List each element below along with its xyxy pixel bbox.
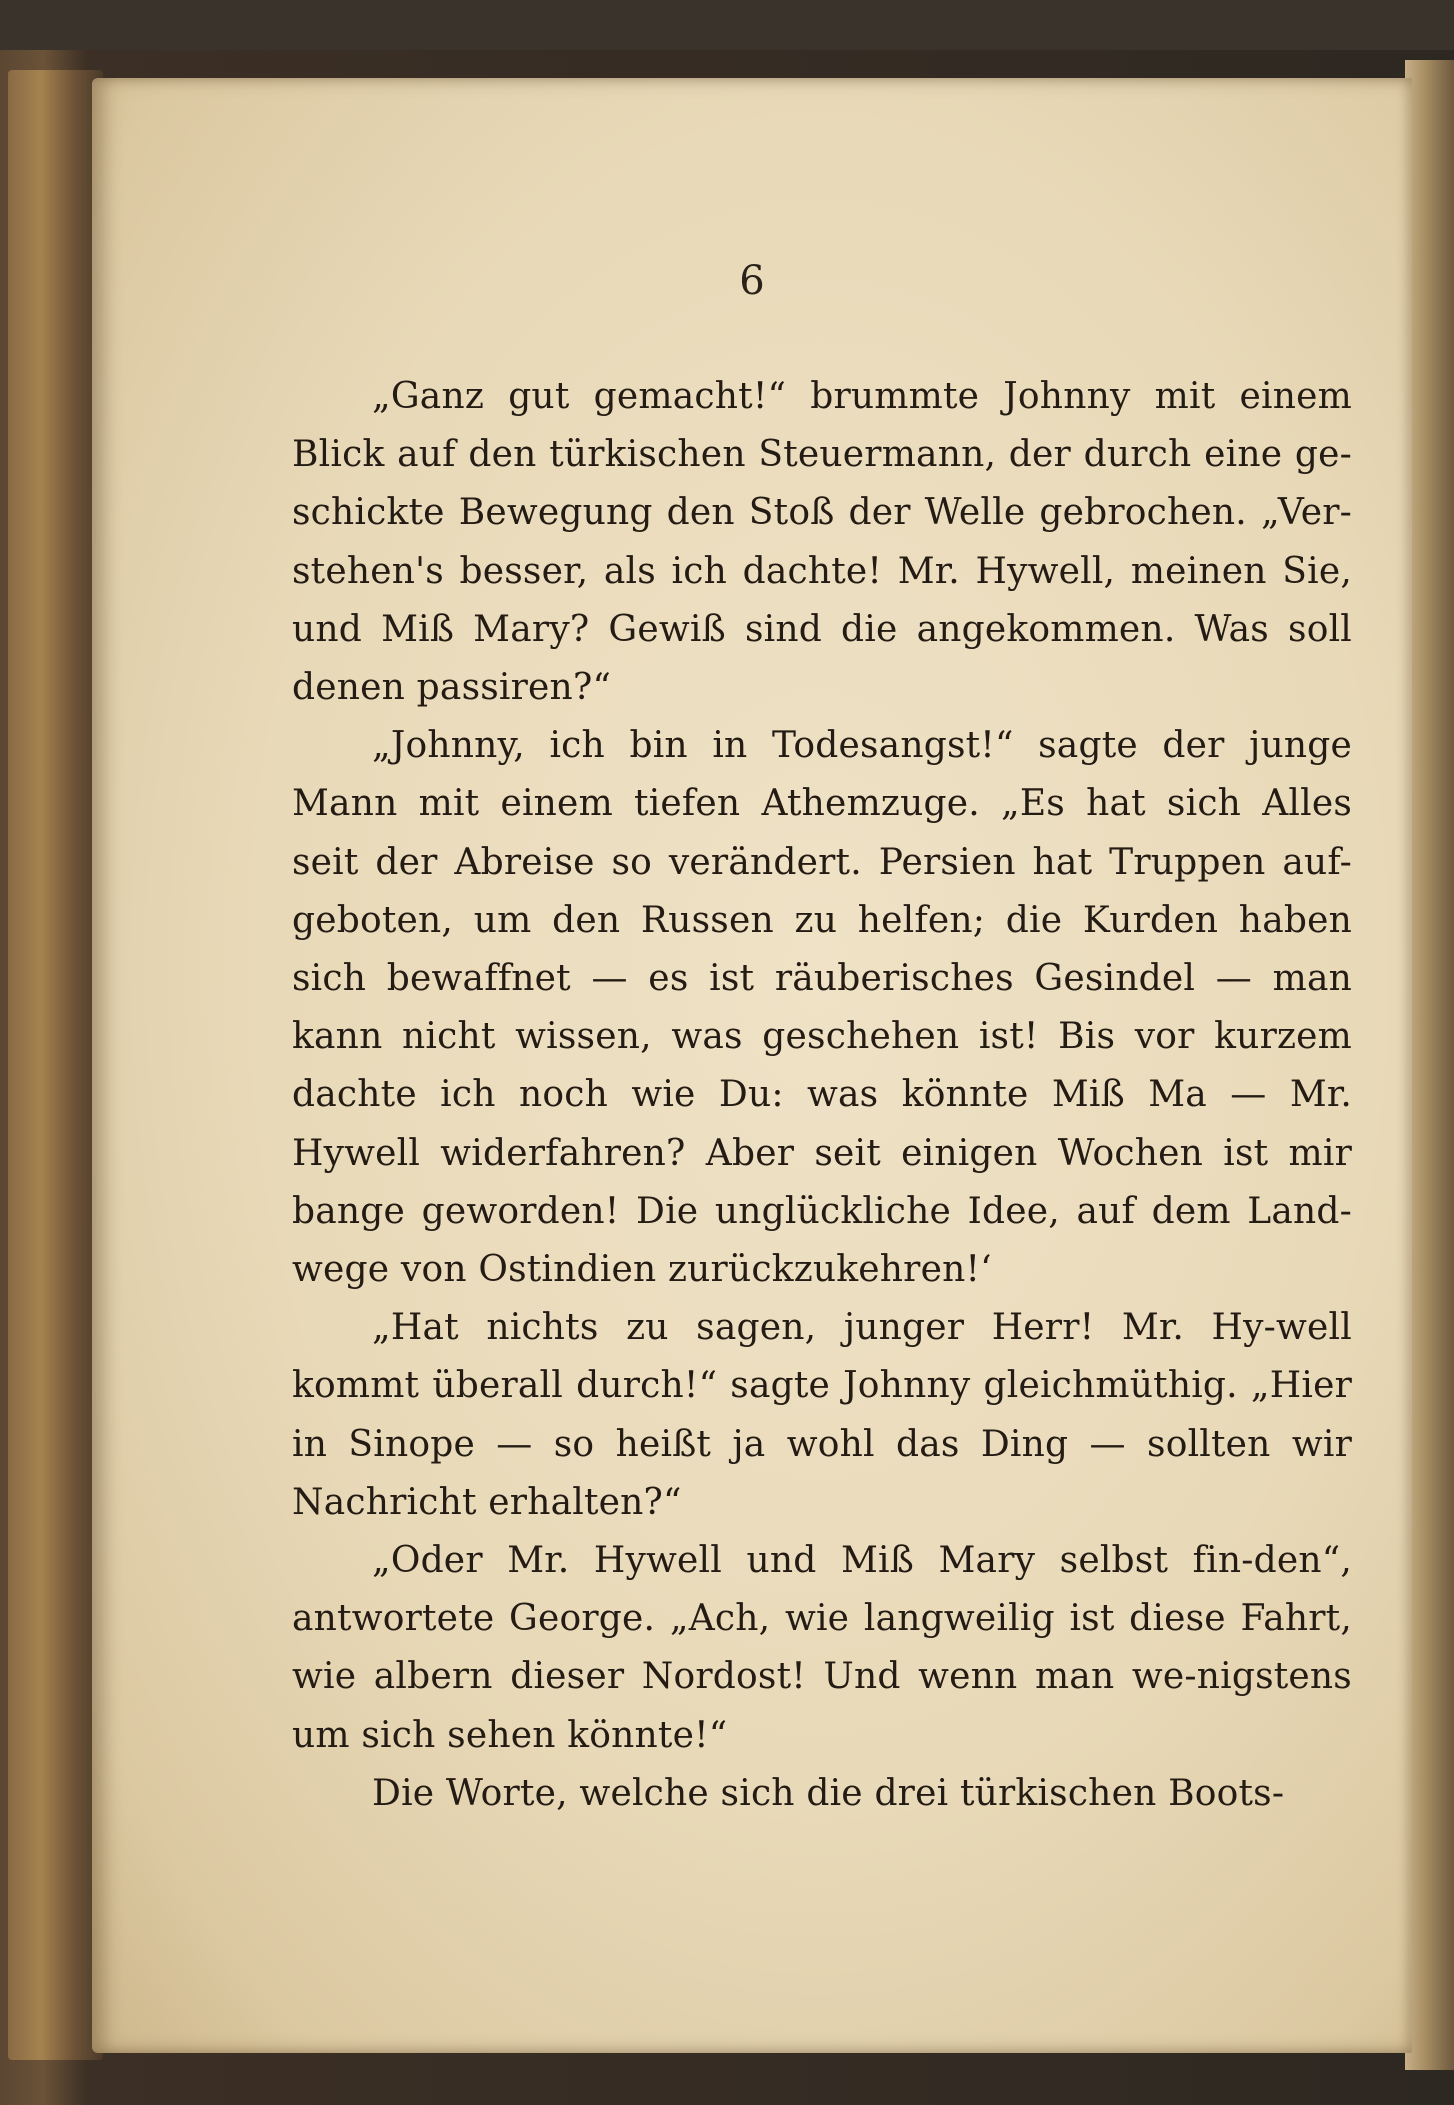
paragraph: Die Worte, welche sich die drei türkischen Boots- [372,1772,1285,1814]
paragraph: „Johnny, ich bin in Todesangst!“ sagte der junge Mann mit einem tiefen Athemzuge. „Es hat sich Alles seit der Abreise so verändert. Persien hat Truppen auf-geboten, um den Russen zu helfen; die Kurden haben sich bewaffnet — es ist räuberisches Gesindel — man kann nicht wissen, was geschehen ist! Bis vor kurzem dachte ich noch wie Du: was könnte Miß Ma — Mr. Hywell widerfahren? Aber seit einigen Wochen ist mir bange geworden! Die unglückliche Idee, auf dem Land-wege von Ostindien zurückzukehren!‘ [292,725,1352,1291]
page-number: 6 [739,258,765,304]
paragraph: „Ganz gut gemacht!“ brummte Johnny mit einem Blick auf den türkischen Steuermann, der durch eine ge-schickte Bewegung den Stoß der Welle gebrochen. „Ver-stehen's besser, als ich dachte! Mr. Hywell, meinen Sie, und Miß Mary? Gewiß sind die angekommen. Was soll denen passiren?“ [292,376,1352,709]
paragraph: „Hat nichts zu sagen, junger Herr! Mr. Hy-well kommt überall durch!“ sagte Johnny gleichmüthig. „Hier in Sinope — so heißt ja wohl das Ding — sollten wir Nachricht erhalten?“ [292,1307,1352,1523]
page-stack-edge [1405,60,1454,2070]
worn-binding-edge [8,70,103,2060]
book-page [92,78,1412,2053]
body-text [292,368,1352,1823]
paragraph: „Oder Mr. Hywell und Miß Mary selbst fin-den“, antwortete George. „Ach, wie langweilig ist diese Fahrt, wie albern dieser Nordost! Und wenn man we-nigstens um sich sehen könnte!“ [292,1540,1352,1756]
